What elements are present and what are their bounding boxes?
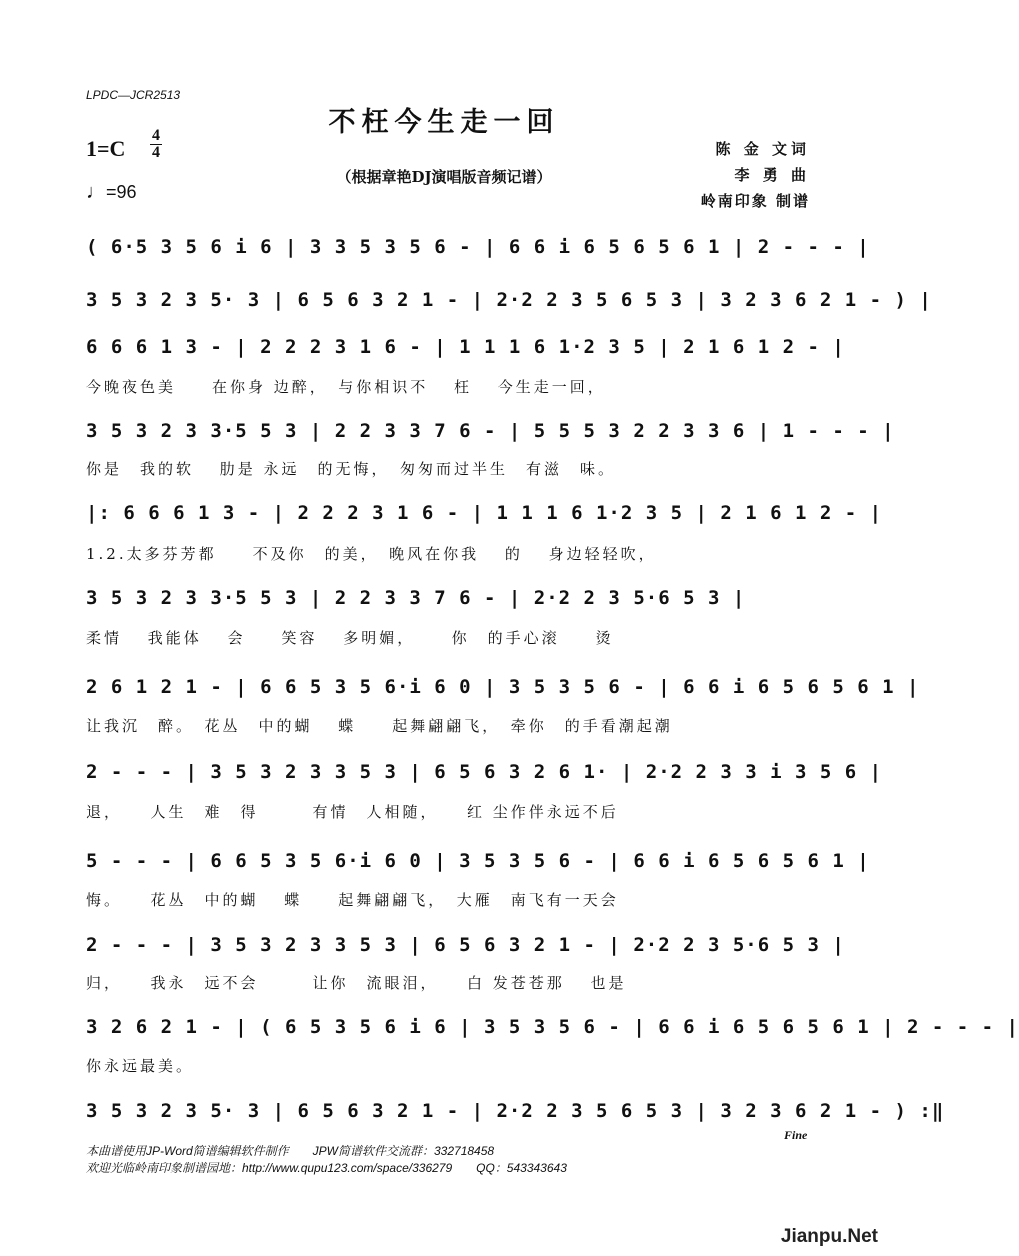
lyric-row: 让我沉 醉。 花丛 中的蝴 蝶 起舞翩翩飞， 牵你 的手看潮起潮: [86, 717, 673, 735]
lyric-row: 1.2.太多芬芳都 不及你 的美， 晚风在你我 的 身边轻轻吹，: [86, 545, 657, 563]
music-row: 5 - - - | 6 6 5 3 5 6·i 6 0 | 3 5 3 5 6 - | 6 6 i 6 5 6 5 6 1 |: [86, 850, 870, 872]
music-row: 3 5 3 2 3 3·5 5 3 | 2 2 3 3 7 6 - | 2·2 2 3 5·6 5 3 |: [86, 587, 746, 609]
time-top: 4: [152, 127, 160, 144]
subtitle: （根据章艳DJ演唱版音频记谱）: [336, 168, 552, 186]
footer-line: 本曲谱使用JP-Word简谱编辑软件制作 JPW简谱软件交流群：332718458: [86, 1144, 495, 1158]
time-bottom: 4: [152, 144, 160, 161]
music-row: 3 5 3 2 3 5· 3 | 6 5 6 3 2 1 - | 2·2 2 3 5 6 5 3 | 3 2 3 6 2 1 - ) :‖: [86, 1100, 945, 1122]
music-row: 2 - - - | 3 5 3 2 3 3 5 3 | 6 5 6 3 2 6 1· | 2·2 2 3 3 i 3 5 6 |: [86, 761, 883, 783]
lyric-row: 柔情 我能体 会 笑容 多明媚， 你 的手心滚 烫: [86, 629, 614, 647]
lyric-row: 今晚夜色美 在你身 边醉， 与你相识不 枉 今生走一回，: [86, 378, 606, 396]
lyricist-credit: 陈 金 文词: [715, 140, 810, 158]
music-row: 3 5 3 2 3 5· 3 | 6 5 6 3 2 1 - | 2·2 2 3 5 6 5 3 | 3 2 3 6 2 1 - ) |: [86, 289, 932, 311]
fine-mark: Fine: [784, 1128, 808, 1142]
music-row: 6 6 6 1 3 - | 2 2 2 3 1 6 - | 1 1 1 6 1·2 3 5 | 2 1 6 1 2 - |: [86, 336, 845, 358]
footer-line: 欢迎光临岭南印象制谱园地：http://www.qupu123.com/space/336279 QQ：543343643: [86, 1161, 567, 1175]
lyric-row: 归， 我永 远不会 让你 流眼泪， 白 发苍苍那 也是: [86, 974, 627, 992]
lyric-row: 你是 我的软 肋是 永远 的无悔， 匆匆而过半生 有滋 味。: [86, 460, 617, 478]
key-signature: 1=C: [86, 136, 126, 161]
music-row: 3 2 6 2 1 - | ( 6 5 3 5 6 i 6 | 3 5 3 5 6 - | 6 6 i 6 5 6 5 6 1 | 2 - - - |: [86, 1016, 1019, 1038]
composer-credit: 李 勇 曲: [734, 166, 810, 184]
music-row: ( 6·5 3 5 6 i 6 | 3 3 5 3 5 6 - | 6 6 i 6 5 6 5 6 1 | 2 - - - |: [86, 236, 870, 258]
time-signature: [150, 128, 162, 161]
watermark: Jianpu.Net: [780, 1226, 878, 1247]
page-title: 不枉今生走一回: [328, 107, 560, 138]
score-code: LPDC—JCR2513: [86, 88, 181, 102]
music-row: |: 6 6 6 1 3 - | 2 2 2 3 1 6 - | 1 1 1 6 1·2 3 5 | 2 1 6 1 2 - |: [86, 502, 883, 524]
tempo-value: =96: [106, 182, 137, 202]
music-row: 2 6 1 2 1 - | 6 6 5 3 5 6·i 6 0 | 3 5 3 5 6 - | 6 6 i 6 5 6 5 6 1 |: [86, 676, 920, 698]
arranger-credit: 岭南印象 制谱: [700, 192, 810, 210]
music-row: 2 - - - | 3 5 3 2 3 3 5 3 | 6 5 6 3 2 1 - | 2·2 2 3 5·6 5 3 |: [86, 934, 845, 956]
lyric-row: 退， 人生 难 得 有情 人相随， 红 尘作伴永远不后: [86, 803, 619, 821]
lyric-row: 悔。 花丛 中的蝴 蝶 起舞翩翩飞， 大雁 南飞有一天会: [86, 891, 619, 909]
music-row: 3 5 3 2 3 3·5 5 3 | 2 2 3 3 7 6 - | 5 5 5 3 2 2 3 3 6 | 1 - - - |: [86, 420, 895, 442]
lyric-row: 你永远最美。: [86, 1057, 195, 1075]
quarter-note-icon: ♩: [86, 181, 106, 203]
